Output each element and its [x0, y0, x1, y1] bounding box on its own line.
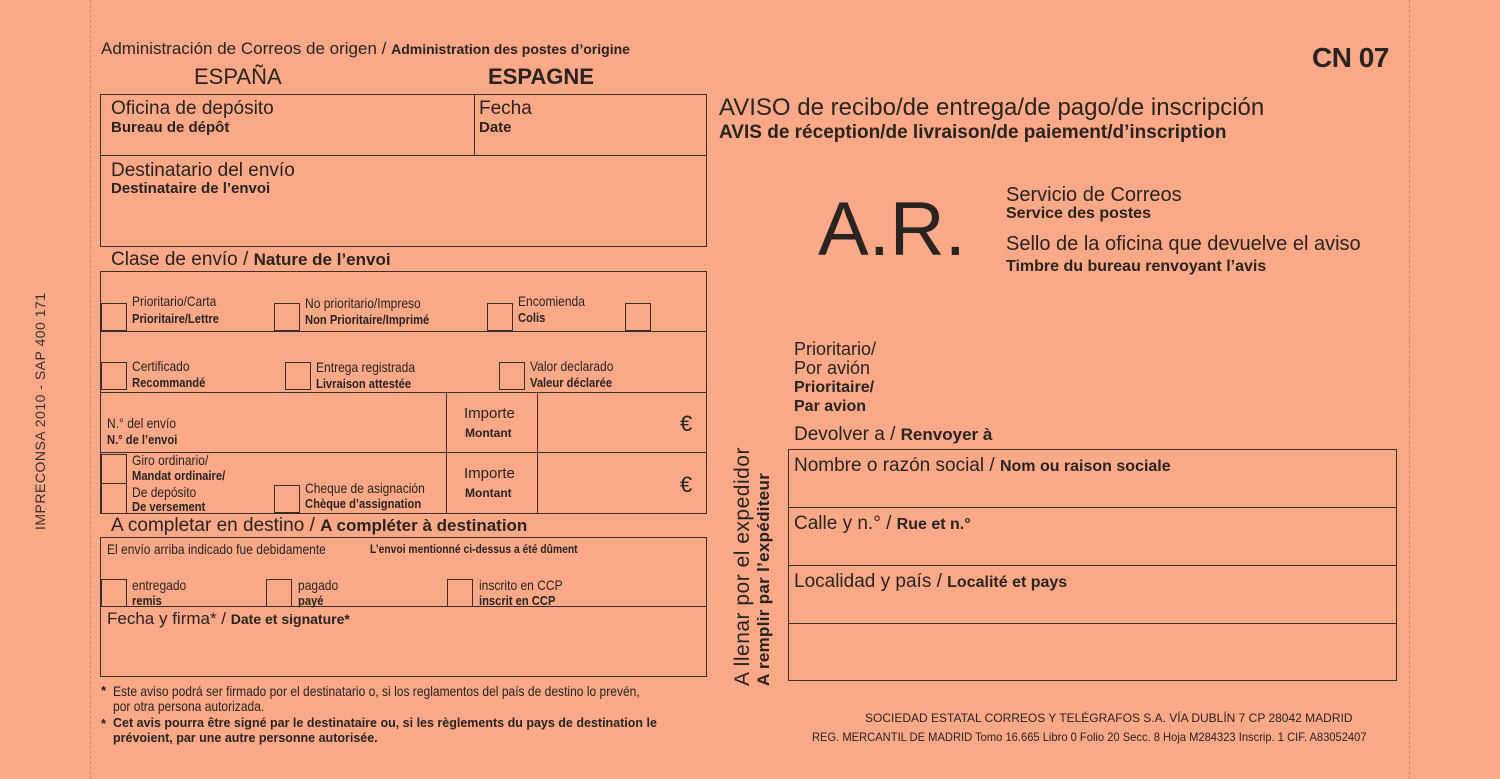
recorded-checkbox[interactable] [285, 362, 311, 390]
divider [474, 94, 475, 156]
sender-fill-es: A llenar por el expedidor [731, 447, 754, 686]
non-priority-label-es: No prioritario/Impreso [305, 295, 421, 311]
deposit-checkbox[interactable] [101, 483, 127, 514]
deposit-label-fr: De versement [132, 499, 206, 514]
delivered-label-es: entregado [132, 577, 187, 593]
name-label-es: Nombre o razón social / [794, 455, 995, 476]
airmail-fr-2: Par avion [794, 398, 867, 415]
paid-checkbox[interactable] [266, 579, 292, 607]
duly-label-fr: L’envoi mentionné ci-dessus a été dûment [370, 542, 578, 556]
amount2-label-fr: Montant [465, 486, 512, 500]
footnote-es-2: por otra persona autorizada. [113, 698, 265, 714]
side-print: IMPRECONSA 2010 - SAP 400 171 [32, 292, 48, 530]
return-to-label-fr: Renvoyer à [900, 425, 993, 444]
name-field[interactable] [794, 455, 1171, 477]
divider [100, 606, 707, 607]
parcel-label-fr: Colis [518, 310, 546, 325]
money-order-checkbox[interactable] [101, 454, 127, 484]
money-order-label-es: Giro ordinario/ [132, 452, 209, 468]
divider [100, 392, 707, 393]
street-field[interactable] [794, 513, 971, 535]
recorded-label-es: Entrega registrada [316, 359, 416, 375]
origin-label-fr: Administration des postes d’origine [391, 41, 630, 57]
divider [537, 392, 538, 514]
perforation-right [1409, 0, 1410, 779]
amount-label-fr: Montant [465, 426, 512, 440]
locality-label-es: Localidad y país / [794, 571, 942, 592]
item-class-label-es: Clase de envío / [111, 249, 249, 270]
item-class-label-fr: Nature de l’envoi [253, 250, 391, 269]
footnote-star: * [101, 683, 107, 698]
priority-checkbox[interactable] [101, 303, 127, 331]
registered-label-fr: Recommandé [132, 375, 206, 390]
euro-symbol: € [680, 472, 693, 497]
paid-label-es: pagado [298, 577, 339, 593]
divider [788, 507, 1397, 508]
parcel-label-es: Encomienda [518, 293, 585, 309]
addressee-label-es: Destinatario del envío [111, 160, 295, 181]
return-to-label [794, 424, 992, 446]
divider [788, 565, 1397, 566]
airmail-fr-1: Prioritaire/ [794, 379, 875, 396]
sign-label [107, 609, 350, 629]
stamp-label-es: Sello de la oficina que devuelve el aviso [1006, 233, 1361, 255]
origin-label [101, 39, 630, 59]
priority-label-es: Prioritario/Carta [132, 293, 217, 309]
cheque-label-es: Cheque de asignación [305, 480, 425, 496]
airmail-es-1: Prioritario/ [794, 339, 877, 359]
amount-label-es: Importe [464, 405, 515, 422]
divider [446, 392, 447, 514]
extra-checkbox[interactable] [625, 303, 651, 331]
form-code: CN 07 [1312, 42, 1389, 73]
sender-fill-fr: A remplir par l’expéditeur [754, 472, 773, 686]
delivered-checkbox[interactable] [101, 579, 127, 607]
return-to-label-es: Devolver a / [794, 424, 896, 445]
office-label-fr: Bureau de dépôt [111, 119, 230, 136]
company-line-1: SOCIEDAD ESTATAL CORREOS Y TELÉGRAFOS S.A. VÍA DUBLÍN 7 CP 28042 MADRID [865, 711, 1353, 725]
cheque-label-fr: Chèque d’assignation [305, 496, 422, 511]
ccp-label-es: inscrito en CCP [479, 577, 563, 593]
airmail-es-2: Por avión [794, 358, 871, 378]
insured-label-fr: Valeur déclarée [530, 375, 613, 390]
registered-label-es: Certificado [132, 358, 190, 374]
perforation-left [90, 0, 91, 779]
title-fr: AVIS de réception/de livraison/de paiement/d’inscription [719, 122, 1227, 143]
footnote-star: * [101, 716, 107, 731]
footnote-fr-1: Cet avis pourra être signé par le destinataire ou, si les règlements du pays de destination le [113, 716, 657, 730]
deposit-label-es: De depósito [132, 484, 197, 500]
name-label-fr: Nom ou raison sociale [999, 458, 1171, 475]
item-number-label-es: N.° del envío [107, 415, 177, 431]
service-label-fr: Service des postes [1006, 205, 1151, 222]
company-line-2: REG. MERCANTIL DE MADRID Tomo 16.665 Libro 0 Folio 20 Secc. 8 Hoja M284323 Inscrip. 1 CIF. A83052407 [812, 730, 1367, 744]
street-label-fr: Rue et n.° [896, 516, 971, 533]
destination-label-fr: A compléter à destination [320, 516, 528, 535]
locality-label-fr: Localité et pays [947, 574, 1068, 591]
locality-field[interactable] [794, 571, 1067, 593]
divider [100, 155, 707, 156]
registered-checkbox[interactable] [101, 362, 127, 390]
item-number-label-fr: N.° de l’envoi [107, 432, 178, 447]
divider [788, 623, 1397, 624]
sign-label-es: Fecha y firma* / [107, 609, 227, 628]
destination-box [100, 537, 707, 677]
cheque-checkbox[interactable] [274, 485, 300, 513]
stamp-label-fr: Timbre du bureau renvoyant l’avis [1006, 258, 1267, 275]
priority-label-fr: Prioritaire/Lettre [132, 311, 219, 326]
duly-label-es: El envío arriba indicado fue debidamente [107, 541, 326, 557]
footnote-fr-2: prévoient, par une autre personne autorisée. [113, 731, 378, 745]
date-label-fr: Date [479, 119, 512, 136]
street-label-es: Calle y n.° / [794, 513, 892, 534]
ccp-checkbox[interactable] [447, 579, 473, 607]
addressee-label-fr: Destinataire de l’envoi [111, 180, 271, 197]
destination-label [111, 515, 527, 537]
origin-label-es: Administración de Correos de origen / [101, 39, 387, 58]
office-label-es: Oficina de depósito [111, 98, 274, 119]
service-label-es: Servicio de Correos [1006, 184, 1182, 206]
origin-country-fr: ESPAGNE [488, 64, 594, 89]
date-label-es: Fecha [479, 98, 532, 119]
title-es: AVISO de recibo/de entrega/de pago/de inscripción [719, 94, 1265, 121]
divider [100, 331, 707, 332]
recorded-label-fr: Livraison attestée [316, 376, 412, 391]
ccp-label-fr: inscrit en CCP [479, 593, 556, 608]
euro-symbol: € [680, 411, 693, 436]
parcel-checkbox[interactable] [487, 303, 513, 331]
non-priority-checkbox[interactable] [274, 303, 300, 331]
money-order-label-fr: Mandat ordinaire/ [132, 468, 226, 483]
paid-label-fr: payé [298, 593, 324, 608]
insured-label-es: Valor declarado [530, 358, 614, 374]
destination-label-es: A completar en destino / [111, 515, 315, 536]
amount2-label-es: Importe [464, 465, 515, 482]
item-class-label [111, 249, 391, 271]
footnote-es-1: Este aviso podrá ser firmado por el destinatario o, si los reglamentos del país de destino lo prevén, [113, 683, 640, 699]
sign-label-fr: Date et signature* [230, 611, 350, 627]
delivered-label-fr: remis [132, 593, 162, 608]
non-priority-label-fr: Non Prioritaire/Imprimé [305, 312, 430, 327]
insured-checkbox[interactable] [499, 362, 525, 390]
origin-country-es: ESPAÑA [194, 64, 282, 89]
ar-mark: A.R. [818, 187, 966, 272]
